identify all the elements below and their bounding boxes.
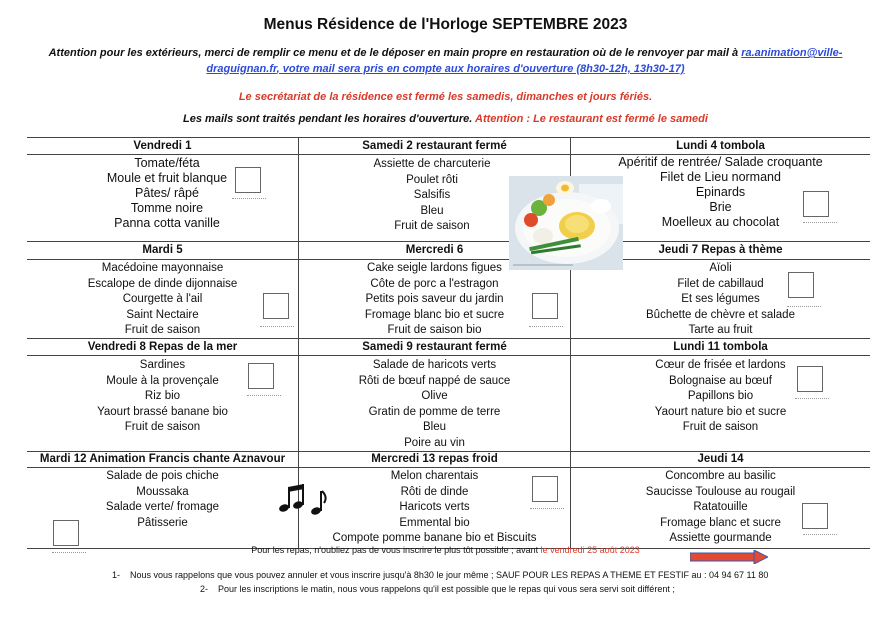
- signature-line: [787, 304, 821, 307]
- menu-item: Tomate/féta: [134, 156, 200, 170]
- menu-item: Haricots verts: [399, 501, 470, 513]
- secretariat-notice: Le secrétariat de la résidence est fermé les samedis, dimanches et jours fériés.: [238, 91, 653, 103]
- row-divider: [27, 467, 870, 468]
- menu-item: Bûchette de chèvre et salade: [646, 308, 795, 321]
- menu-item: Sardines: [139, 359, 186, 371]
- day-header-samedi-2: Samedi 2 restaurant fermé: [362, 140, 507, 152]
- signature-line: [795, 396, 829, 399]
- notice-main-text: Attention pour les extérieurs, merci de remplir ce menu et de le déposer en main propre en restauration où de le renvoyer par mail à: [48, 47, 739, 59]
- reminder-text: Pour les repas, n'oubliez pas de vous inscrire le plus tôt possible ; avant: [251, 545, 539, 555]
- footer-note-2: [200, 584, 675, 594]
- signature-line: [529, 324, 563, 327]
- day-header-samedi-9: Samedi 9 restaurant fermé: [362, 341, 507, 353]
- plate-of-vegetables-with-aioli-photo: [509, 176, 623, 270]
- menu-item: Rôti de dinde: [400, 485, 469, 498]
- menu-item: Et ses légumes: [681, 293, 760, 305]
- menu-item: Salsifis: [413, 189, 451, 201]
- menu-item: Yaourt brassé banane bio: [97, 405, 228, 418]
- menu-item: Pâtes/ râpé: [135, 186, 199, 200]
- order-checkbox[interactable]: [802, 503, 828, 529]
- day-header-lundi-4: Lundi 4 tombola: [676, 140, 765, 152]
- menu-item: Saint Nectaire: [126, 308, 199, 321]
- order-checkbox[interactable]: [532, 293, 558, 319]
- day-header-vendredi-8: Vendredi 8 Repas de la mer: [87, 341, 238, 353]
- menu-item: Macédoine mayonnaise: [101, 262, 224, 274]
- signature-line: [803, 532, 837, 535]
- note-number: 2-: [200, 584, 209, 594]
- row-divider: [27, 259, 870, 260]
- music-notes-icon: [278, 481, 330, 517]
- menu-item: Papillons bio: [687, 390, 754, 402]
- menu-item: Apéritif de rentrée/ Salade croquante: [618, 155, 823, 169]
- note-text: Pour les inscriptions le matin, nous vous rappelons qu'il est possible que le repas qui vous sera servi soit différent ;: [218, 584, 675, 594]
- menu-item: Poulet rôti: [406, 173, 458, 186]
- menu-item: Tomme noire: [130, 201, 204, 215]
- deadline-text: le vendredi 25 août 2023: [540, 545, 640, 555]
- menu-items-mardi-5: [27, 261, 298, 339]
- order-checkbox[interactable]: [263, 293, 289, 319]
- note-number: 1-: [112, 570, 121, 580]
- day-header-vendredi-1: Vendredi 1: [133, 140, 192, 152]
- menu-item: Moussaka: [136, 485, 189, 498]
- day-header-mercredi-13: Mercredi 13 repas froid: [371, 453, 498, 465]
- menu-item: Brie: [709, 200, 732, 214]
- menu-item: Bolognaise au bœuf: [669, 374, 772, 387]
- note-text: Nous vous rappelons que vous pouvez annuler et vous inscrire jusqu'à 8h30 le jour même ; SAUF POUR LES REPAS A THEME ET FESTIF au : 04 94 67 11 80: [130, 570, 769, 580]
- menu-item: Olive: [421, 390, 448, 402]
- signature-line: [803, 220, 837, 223]
- red-arrow-right-icon: [690, 550, 768, 564]
- day-header-mercredi-6: Mercredi 6: [405, 244, 464, 256]
- order-checkbox[interactable]: [797, 366, 823, 392]
- day-header-jeudi-7: Jeudi 7 Repas à thème: [658, 244, 783, 256]
- menu-item: Assiette gourmande: [669, 532, 772, 544]
- menu-item: Riz bio: [144, 390, 181, 402]
- menu-item: Fruit de saison bio: [387, 324, 482, 336]
- menu-item: Melon charentais: [390, 470, 479, 482]
- menu-item: Pâtisserie: [137, 516, 188, 529]
- menu-item: Concombre au basilic: [665, 470, 776, 482]
- restaurant-closed-text: Attention : Le restaurant est fermé le samedi: [475, 113, 708, 125]
- page-title: Menus Résidence de l'Horloge SEPTEMBRE 2023: [263, 16, 628, 33]
- menu-item: Fruit de saison: [682, 421, 759, 433]
- menu-item: Rôti de bœuf nappé de sauce: [358, 374, 511, 387]
- menu-item: Salade de pois chiche: [106, 470, 219, 482]
- mails-notice: [20, 111, 871, 127]
- menu-item: Bleu: [422, 421, 447, 433]
- menu-item: Assiette de charcuterie: [373, 158, 491, 170]
- signature-line: [247, 393, 281, 396]
- menu-items-jeudi-7: [571, 261, 870, 339]
- menu-item: Fromage blanc bio et sucre: [364, 308, 505, 321]
- menu-item: Côte de porc a l'estragon: [370, 277, 499, 290]
- menu-item: Moule à la provençale: [106, 374, 219, 387]
- mails-info-text: Les mails sont traités pendant les horaires d'ouverture.: [183, 113, 473, 125]
- day-header-lundi-11: Lundi 11 tombola: [673, 341, 768, 353]
- row-divider: [27, 241, 870, 242]
- order-checkbox[interactable]: [532, 476, 558, 502]
- signature-line: [530, 506, 564, 509]
- menu-item: Bleu: [420, 204, 444, 217]
- footer-note-1: [112, 570, 768, 580]
- menu-items-samedi-2: [327, 157, 537, 235]
- menu-grid: [27, 137, 870, 549]
- menu-item: Fruit de saison: [394, 220, 470, 232]
- order-checkbox[interactable]: [235, 167, 261, 193]
- menu-item: Tarte au fruit: [688, 324, 753, 336]
- notice-paragraph: [20, 45, 871, 77]
- menu-item: Filet de cabillaud: [677, 277, 764, 290]
- menu-item: Petits pois saveur du jardin: [365, 293, 504, 305]
- menu-item: Cœur de frisée et lardons: [655, 359, 786, 371]
- menu-item: Filet de Lieu normand: [660, 170, 781, 184]
- order-checkbox[interactable]: [53, 520, 79, 546]
- menu-item: Cake seigle lardons figues: [367, 262, 502, 274]
- menu-item: Moelleux au chocolat: [661, 215, 780, 229]
- row-divider: [27, 451, 870, 452]
- menu-item: Saucisse Toulouse au rougail: [645, 485, 796, 498]
- menu-item: Fromage blanc et sucre: [660, 516, 781, 529]
- row-divider: [27, 355, 870, 356]
- day-header-mardi-12: Mardi 12 Animation Francis chante Aznavour: [39, 453, 286, 465]
- menu-item: Courgette à l'ail: [122, 293, 203, 305]
- day-header-jeudi-14: Jeudi 14: [697, 453, 744, 465]
- menu-item: Salade verte/ fromage: [105, 501, 220, 513]
- menu-item: Emmental bio: [399, 516, 470, 529]
- order-checkbox[interactable]: [803, 191, 829, 217]
- menu-item: Ratatouille: [693, 501, 748, 513]
- email-link[interactable]: ra.animation@ville- draguignan.fr, votre mail sera pris en compte aux horaires d'ouverture (8h30-12h, 13h30-17): [206, 47, 843, 75]
- day-header-mardi-5: Mardi 5: [142, 244, 183, 256]
- menu-item: Moule et fruit blanque: [106, 171, 228, 185]
- menu-item: Panna cotta vanille: [114, 216, 220, 230]
- menu-item: Aïoli: [709, 262, 732, 274]
- menu-item: Poire au vin: [404, 436, 465, 449]
- menu-item: Escalope de dinde dijonnaise: [87, 277, 238, 290]
- menu-item: Fruit de saison: [124, 324, 201, 336]
- order-checkbox[interactable]: [248, 363, 274, 389]
- menu-item: Yaourt nature bio et sucre: [654, 405, 787, 418]
- menu-item: Fruit de saison: [124, 421, 201, 433]
- order-checkbox[interactable]: [788, 272, 814, 298]
- signature-line: [232, 196, 266, 199]
- menu-item: Gratin de pomme de terre: [368, 405, 501, 418]
- menu-items-samedi-9: [299, 358, 570, 451]
- menu-item: Compote pomme banane bio et Biscuits: [332, 532, 537, 544]
- menu-item: Epinards: [695, 185, 746, 199]
- signature-line: [260, 324, 294, 327]
- menu-item: Salade de haricots verts: [372, 359, 497, 371]
